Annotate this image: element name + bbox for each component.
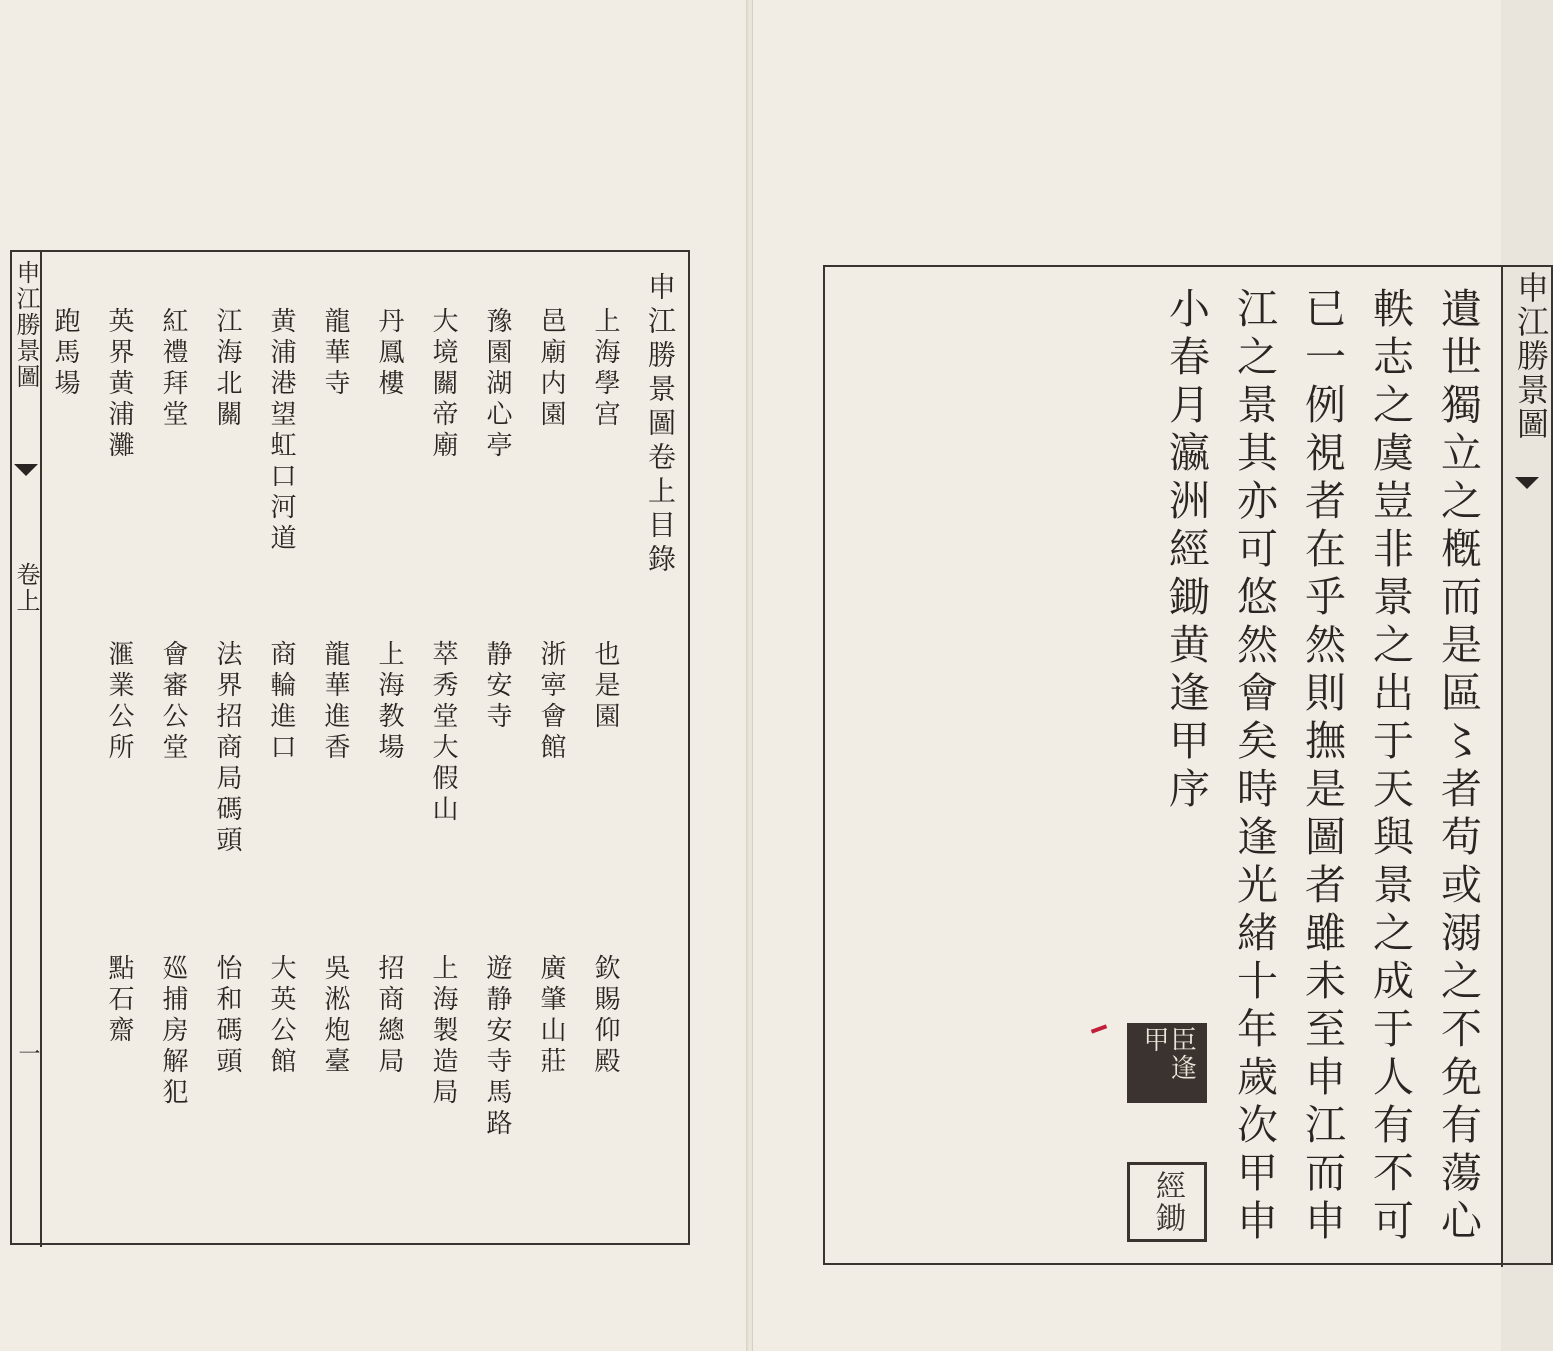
preface-line: 江之景其亦可悠然會矣時逢光緒十年歲次甲申 <box>1230 287 1278 1247</box>
toc-entry: 龍華進香 <box>320 640 350 764</box>
toc-entry: 吳淞炮臺 <box>320 954 350 1078</box>
fishtail-mark-icon <box>1515 477 1539 497</box>
toc-entry: 大境關帝廟 <box>428 307 458 462</box>
seal-stamp: 經鋤 <box>1127 1162 1207 1242</box>
toc-entry: 上海教場 <box>374 640 404 764</box>
toc-entry: 點石齋 <box>104 954 134 1047</box>
block-edge-strip <box>12 252 42 1247</box>
toc-entry: 招商總局 <box>374 954 404 1078</box>
toc-entry: 丹鳳樓 <box>374 307 404 400</box>
toc-entry: 萃秀堂大假山 <box>428 640 458 826</box>
toc-entry: 跑馬場 <box>50 307 80 400</box>
toc-entry: 江海北關 <box>212 307 242 431</box>
toc-entry: 英界黄浦灘 <box>104 307 134 462</box>
toc-entry: 龍華寺 <box>320 307 350 400</box>
toc-entry: 商輪進口 <box>266 640 296 764</box>
toc-entry: 廵捕房解犯 <box>158 954 188 1109</box>
toc-title: 申江勝景圖卷上目錄 <box>644 272 677 578</box>
edge-title: 申江勝景圖 <box>12 260 40 390</box>
toc-entry: 豫園湖心亭 <box>482 307 512 462</box>
toc-entry: 上海學宫 <box>590 307 620 431</box>
toc-entry: 也是園 <box>590 640 620 733</box>
left-page <box>0 0 751 1351</box>
toc-entry: 大英公館 <box>266 954 296 1078</box>
toc-entry: 邑廟内園 <box>536 307 566 431</box>
preface-line: 小春月瀛洲經鋤黄逢甲序 <box>1162 287 1210 815</box>
toc-entry: 欽賜仰殿 <box>590 954 620 1078</box>
edge-volume: 卷上 <box>12 562 40 614</box>
preface-frame <box>823 265 1553 1265</box>
block-fold-strip <box>1501 267 1551 1267</box>
right-page <box>752 0 1550 1351</box>
seal-stamp: 臣逢甲 <box>1127 1023 1207 1103</box>
toc-entry: 上海製造局 <box>428 954 458 1109</box>
toc-entry: 静安寺 <box>482 640 512 733</box>
red-ink-mark <box>1091 1024 1107 1033</box>
toc-frame <box>10 250 690 1245</box>
toc-entry: 遊静安寺馬路 <box>482 954 512 1140</box>
toc-entry: 黄浦港望虹口河道 <box>266 307 296 555</box>
preface-line: 已一例視者在乎然則撫是圖者雖未至申江而申 <box>1298 287 1346 1247</box>
edge-folio: 一 <box>15 1042 40 1069</box>
preface-line: 軼志之虞豈非景之出于天與景之成于人有不可 <box>1366 287 1414 1247</box>
toc-entry: 法界招商局碼頭 <box>212 640 242 857</box>
toc-entry: 廣肇山莊 <box>536 954 566 1078</box>
toc-entry: 紅禮拜堂 <box>158 307 188 431</box>
toc-entry: 會審公堂 <box>158 640 188 764</box>
preface-line: 遺世獨立之槪而是區〻者苟或溺之不免有蕩心 <box>1434 287 1482 1247</box>
fold-title: 申江勝景圖 <box>1512 271 1550 441</box>
toc-entry: 怡和碼頭 <box>212 954 242 1078</box>
toc-entry: 浙寕會館 <box>536 640 566 764</box>
fishtail-mark-icon <box>14 464 38 484</box>
toc-entry: 滙業公所 <box>104 640 134 764</box>
